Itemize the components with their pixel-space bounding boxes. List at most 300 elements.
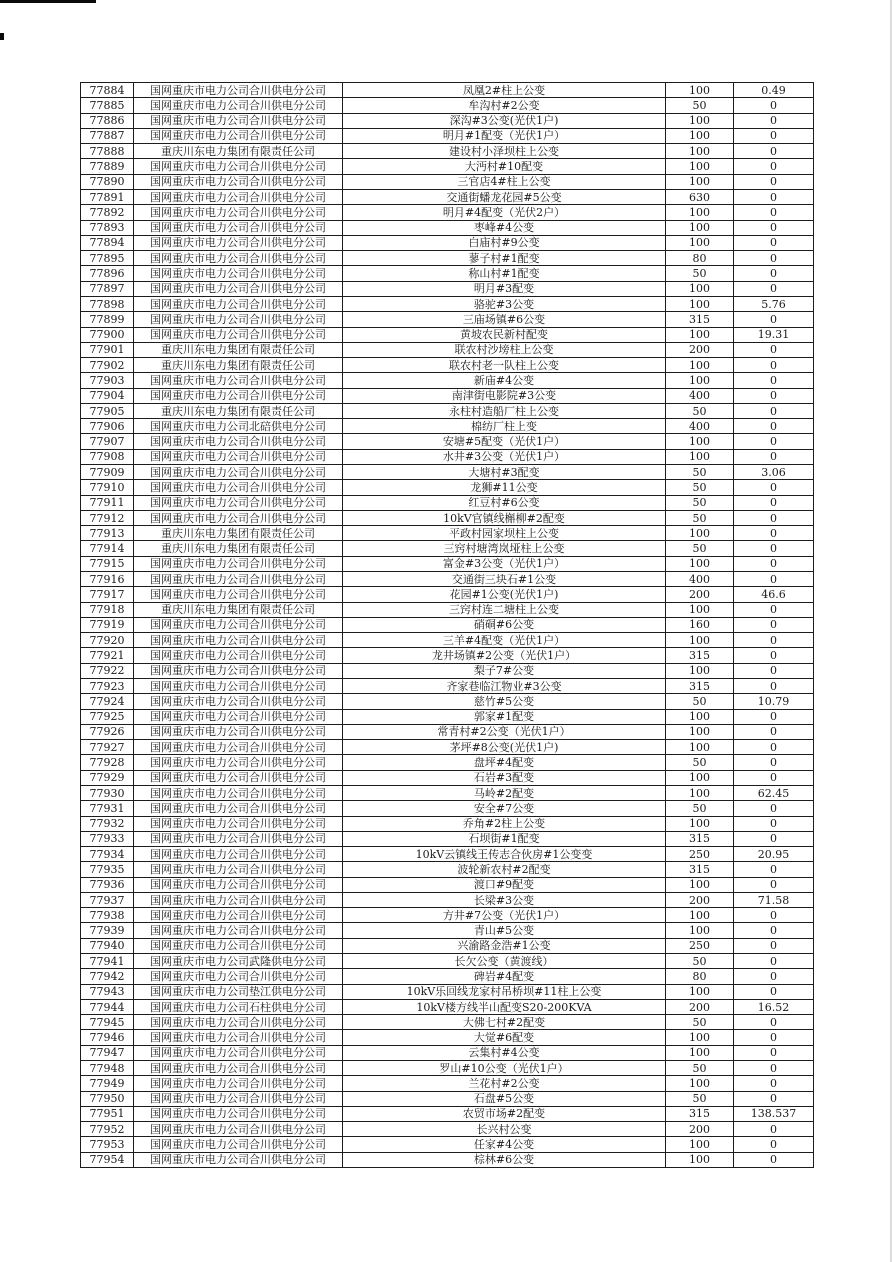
- transformer-name-cell: 石岩#3配变: [343, 770, 666, 785]
- company-cell: 国网重庆市电力公司合川供电分公司: [134, 251, 343, 266]
- value-cell: 0: [734, 342, 814, 357]
- value-cell: 0: [734, 144, 814, 159]
- value-cell: 71.58: [734, 892, 814, 907]
- company-cell: 国网重庆市电力公司合川供电分公司: [134, 633, 343, 648]
- company-cell: 国网重庆市电力公司垫江供电分公司: [134, 984, 343, 999]
- table-row: [81, 1030, 814, 1045]
- value-cell: 0: [734, 602, 814, 617]
- company-cell: 重庆川东电力集团有限责任公司: [134, 541, 343, 556]
- table-row: [81, 816, 814, 831]
- transformer-name-cell: 10kV云镇线王传志合伙房#1公变变: [343, 847, 666, 862]
- table-row: [81, 388, 814, 403]
- capacity-cell: 250: [666, 847, 734, 862]
- row-id-cell: 77950: [81, 1091, 134, 1106]
- capacity-cell: 100: [666, 526, 734, 541]
- capacity-cell: 50: [666, 801, 734, 816]
- capacity-cell: 100: [666, 877, 734, 892]
- table-row: [81, 128, 814, 143]
- table-row: [81, 572, 814, 587]
- company-cell: 重庆川东电力集团有限责任公司: [134, 358, 343, 373]
- value-cell: 0: [734, 419, 814, 434]
- row-id-cell: 77896: [81, 266, 134, 281]
- row-id-cell: 77923: [81, 678, 134, 693]
- capacity-cell: 315: [666, 648, 734, 663]
- company-cell: 国网重庆市电力公司合川供电分公司: [134, 923, 343, 938]
- capacity-cell: 50: [666, 1015, 734, 1030]
- table-row: [81, 1015, 814, 1030]
- transformer-name-cell: 棉纺厂柱上变: [343, 419, 666, 434]
- row-id-cell: 77935: [81, 862, 134, 877]
- value-cell: 0: [734, 510, 814, 525]
- capacity-cell: 100: [666, 1076, 734, 1091]
- table-row: [81, 831, 814, 846]
- row-id-cell: 77942: [81, 969, 134, 984]
- table-row: [81, 633, 814, 648]
- value-cell: 0: [734, 449, 814, 464]
- row-id-cell: 77949: [81, 1076, 134, 1091]
- row-id-cell: 77954: [81, 1152, 134, 1167]
- value-cell: 0: [734, 969, 814, 984]
- row-id-cell: 77886: [81, 113, 134, 128]
- capacity-cell: 80: [666, 969, 734, 984]
- transformer-name-cell: 农贸市场#2配变: [343, 1106, 666, 1121]
- transformer-name-cell: 安全#7公变: [343, 801, 666, 816]
- company-cell: 国网重庆市电力公司合川供电分公司: [134, 1152, 343, 1167]
- transformer-name-cell: 棕林#6公变: [343, 1152, 666, 1167]
- table-row: [81, 908, 814, 923]
- value-cell: 0: [734, 98, 814, 113]
- row-id-cell: 77941: [81, 954, 134, 969]
- table-row: [81, 480, 814, 495]
- table-row: [81, 892, 814, 907]
- capacity-cell: 100: [666, 770, 734, 785]
- company-cell: 国网重庆市电力公司合川供电分公司: [134, 1015, 343, 1030]
- company-cell: 国网重庆市电力公司合川供电分公司: [134, 877, 343, 892]
- transformer-name-cell: 方井#7公变（光伏1户）: [343, 908, 666, 923]
- company-cell: 重庆川东电力集团有限责任公司: [134, 602, 343, 617]
- capacity-cell: 250: [666, 938, 734, 953]
- value-cell: 0: [734, 633, 814, 648]
- transformer-name-cell: 青山#5公变: [343, 923, 666, 938]
- capacity-cell: 100: [666, 740, 734, 755]
- value-cell: 0: [734, 388, 814, 403]
- row-id-cell: 77906: [81, 419, 134, 434]
- value-cell: 0: [734, 663, 814, 678]
- table-row: [81, 1152, 814, 1167]
- capacity-cell: 50: [666, 465, 734, 480]
- row-id-cell: 77940: [81, 938, 134, 953]
- value-cell: 0: [734, 189, 814, 204]
- value-cell: 0: [734, 174, 814, 189]
- company-cell: 重庆川东电力集团有限责任公司: [134, 144, 343, 159]
- company-cell: 国网重庆市电力公司合川供电分公司: [134, 785, 343, 800]
- company-cell: 国网重庆市电力公司合川供电分公司: [134, 801, 343, 816]
- company-cell: 国网重庆市电力公司合川供电分公司: [134, 113, 343, 128]
- row-id-cell: 77925: [81, 709, 134, 724]
- table-row: [81, 1106, 814, 1121]
- transformer-name-cell: 大觉#6配变: [343, 1030, 666, 1045]
- company-cell: 国网重庆市电力公司合川供电分公司: [134, 969, 343, 984]
- row-id-cell: 77903: [81, 373, 134, 388]
- table-row: [81, 235, 814, 250]
- value-cell: 0: [734, 1030, 814, 1045]
- value-cell: 0: [734, 403, 814, 418]
- table-row: [81, 342, 814, 357]
- value-cell: 0: [734, 541, 814, 556]
- company-cell: 国网重庆市电力公司合川供电分公司: [134, 235, 343, 250]
- row-id-cell: 77907: [81, 434, 134, 449]
- capacity-cell: 100: [666, 1030, 734, 1045]
- row-id-cell: 77897: [81, 281, 134, 296]
- value-cell: 0: [734, 984, 814, 999]
- transformer-name-cell: 明月#1配变（光伏1户）: [343, 128, 666, 143]
- value-cell: 0: [734, 862, 814, 877]
- table-row: [81, 847, 814, 862]
- company-cell: 国网重庆市电力公司合川供电分公司: [134, 83, 343, 98]
- company-cell: 国网重庆市电力公司合川供电分公司: [134, 1061, 343, 1076]
- company-cell: 国网重庆市电力公司合川供电分公司: [134, 892, 343, 907]
- value-cell: 0: [734, 235, 814, 250]
- company-cell: 国网重庆市电力公司合川供电分公司: [134, 724, 343, 739]
- table-row: [81, 1061, 814, 1076]
- value-cell: 10.79: [734, 694, 814, 709]
- value-cell: 0: [734, 908, 814, 923]
- row-id-cell: 77891: [81, 189, 134, 204]
- capacity-cell: 400: [666, 419, 734, 434]
- company-cell: 国网重庆市电力公司合川供电分公司: [134, 1045, 343, 1060]
- capacity-cell: 100: [666, 83, 734, 98]
- transformer-name-cell: 长欠公变（黄渡线）: [343, 954, 666, 969]
- table-row: [81, 877, 814, 892]
- transformer-name-cell: 新庙#4公变: [343, 373, 666, 388]
- capacity-cell: 100: [666, 434, 734, 449]
- capacity-cell: 630: [666, 189, 734, 204]
- row-id-cell: 77901: [81, 342, 134, 357]
- row-id-cell: 77914: [81, 541, 134, 556]
- capacity-cell: 50: [666, 510, 734, 525]
- company-cell: 国网重庆市电力公司合川供电分公司: [134, 663, 343, 678]
- table-row: [81, 434, 814, 449]
- transformer-name-cell: 龙狮#11公变: [343, 480, 666, 495]
- value-cell: 0: [734, 495, 814, 510]
- company-cell: 国网重庆市电力公司武隆供电分公司: [134, 954, 343, 969]
- row-id-cell: 77953: [81, 1137, 134, 1152]
- company-cell: 国网重庆市电力公司合川供电分公司: [134, 816, 343, 831]
- capacity-cell: 400: [666, 572, 734, 587]
- capacity-cell: 200: [666, 342, 734, 357]
- row-id-cell: 77887: [81, 128, 134, 143]
- company-cell: 国网重庆市电力公司合川供电分公司: [134, 587, 343, 602]
- table-row: [81, 1076, 814, 1091]
- row-id-cell: 77946: [81, 1030, 134, 1045]
- company-cell: 国网重庆市电力公司合川供电分公司: [134, 220, 343, 235]
- transformer-name-cell: 水井#3公变（光伏1户）: [343, 449, 666, 464]
- transformer-name-cell: 明月#4配变（光伏2户）: [343, 205, 666, 220]
- transformer-name-cell: 交通街三块石#1公变: [343, 572, 666, 587]
- table-row: [81, 602, 814, 617]
- row-id-cell: 77937: [81, 892, 134, 907]
- capacity-cell: 50: [666, 266, 734, 281]
- capacity-cell: 400: [666, 388, 734, 403]
- value-cell: 0: [734, 923, 814, 938]
- value-cell: 0: [734, 1045, 814, 1060]
- transformer-name-cell: 建设村小泽坝柱上公变: [343, 144, 666, 159]
- capacity-cell: 100: [666, 113, 734, 128]
- transformer-name-cell: 交通街蟠龙花园#5公变: [343, 189, 666, 204]
- transformer-name-cell: 慈竹#5公变: [343, 694, 666, 709]
- row-id-cell: 77932: [81, 816, 134, 831]
- row-id-cell: 77912: [81, 510, 134, 525]
- capacity-cell: 100: [666, 724, 734, 739]
- capacity-cell: 100: [666, 984, 734, 999]
- table-row: [81, 755, 814, 770]
- transformer-name-cell: 南津街电影院#3公变: [343, 388, 666, 403]
- value-cell: 138.537: [734, 1106, 814, 1121]
- row-id-cell: 77948: [81, 1061, 134, 1076]
- row-id-cell: 77930: [81, 785, 134, 800]
- table-row: [81, 327, 814, 342]
- value-cell: 0: [734, 1015, 814, 1030]
- value-cell: 0: [734, 526, 814, 541]
- company-cell: 国网重庆市电力公司合川供电分公司: [134, 1122, 343, 1137]
- capacity-cell: 100: [666, 1137, 734, 1152]
- capacity-cell: 200: [666, 587, 734, 602]
- capacity-cell: 200: [666, 892, 734, 907]
- capacity-cell: 100: [666, 373, 734, 388]
- table-row: [81, 648, 814, 663]
- row-id-cell: 77920: [81, 633, 134, 648]
- table-row: [81, 785, 814, 800]
- table-row: [81, 923, 814, 938]
- transformer-name-cell: 永柱村造船厂柱上公变: [343, 403, 666, 418]
- row-id-cell: 77890: [81, 174, 134, 189]
- table-row: [81, 312, 814, 327]
- capacity-cell: 50: [666, 694, 734, 709]
- company-cell: 国网重庆市电力公司北碚供电分公司: [134, 419, 343, 434]
- row-id-cell: 77895: [81, 251, 134, 266]
- capacity-cell: 100: [666, 663, 734, 678]
- value-cell: 0: [734, 740, 814, 755]
- row-id-cell: 77908: [81, 449, 134, 464]
- value-cell: 46.6: [734, 587, 814, 602]
- table-row: [81, 296, 814, 311]
- value-cell: 0: [734, 648, 814, 663]
- company-cell: 国网重庆市电力公司合川供电分公司: [134, 465, 343, 480]
- capacity-cell: 100: [666, 174, 734, 189]
- row-id-cell: 77904: [81, 388, 134, 403]
- table-row: [81, 144, 814, 159]
- company-cell: 国网重庆市电力公司合川供电分公司: [134, 128, 343, 143]
- transformer-name-cell: 马岭#2配变: [343, 785, 666, 800]
- transformer-name-cell: 大塘村#3配变: [343, 465, 666, 480]
- row-id-cell: 77913: [81, 526, 134, 541]
- company-cell: 国网重庆市电力公司合川供电分公司: [134, 648, 343, 663]
- scan-artifact-top-bar: [0, 0, 96, 3]
- company-cell: 国网重庆市电力公司合川供电分公司: [134, 755, 343, 770]
- row-id-cell: 77931: [81, 801, 134, 816]
- transformer-table-body: [81, 83, 814, 1168]
- value-cell: 62.45: [734, 785, 814, 800]
- company-cell: 国网重庆市电力公司合川供电分公司: [134, 327, 343, 342]
- row-id-cell: 77934: [81, 847, 134, 862]
- transformer-name-cell: 称山村#1配变: [343, 266, 666, 281]
- company-cell: 国网重庆市电力公司合川供电分公司: [134, 678, 343, 693]
- company-cell: 国网重庆市电力公司合川供电分公司: [134, 189, 343, 204]
- row-id-cell: 77899: [81, 312, 134, 327]
- table-row: [81, 358, 814, 373]
- capacity-cell: 50: [666, 954, 734, 969]
- value-cell: 0: [734, 205, 814, 220]
- capacity-cell: 100: [666, 159, 734, 174]
- row-id-cell: 77933: [81, 831, 134, 846]
- value-cell: 0: [734, 128, 814, 143]
- row-id-cell: 77947: [81, 1045, 134, 1060]
- row-id-cell: 77939: [81, 923, 134, 938]
- transformer-name-cell: 渡口#9配变: [343, 877, 666, 892]
- value-cell: 5.76: [734, 296, 814, 311]
- table-row: [81, 724, 814, 739]
- transformer-name-cell: 长梁#3公变: [343, 892, 666, 907]
- transformer-name-cell: 大沔村#10配变: [343, 159, 666, 174]
- row-id-cell: 77928: [81, 755, 134, 770]
- transformer-name-cell: 红豆村#6公变: [343, 495, 666, 510]
- table-row: [81, 954, 814, 969]
- transformer-name-cell: 罗山#10公变（光伏1户）: [343, 1061, 666, 1076]
- value-cell: 0: [734, 938, 814, 953]
- row-id-cell: 77951: [81, 1106, 134, 1121]
- value-cell: 0: [734, 556, 814, 571]
- capacity-cell: 315: [666, 831, 734, 846]
- company-cell: 国网重庆市电力公司合川供电分公司: [134, 1137, 343, 1152]
- row-id-cell: 77915: [81, 556, 134, 571]
- value-cell: 0: [734, 678, 814, 693]
- table-row: [81, 419, 814, 434]
- capacity-cell: 100: [666, 144, 734, 159]
- capacity-cell: 100: [666, 908, 734, 923]
- scan-artifact-left-blob: [0, 33, 4, 40]
- transformer-name-cell: 郭家#1配变: [343, 709, 666, 724]
- transformer-name-cell: 凤凰2#柱上公变: [343, 83, 666, 98]
- capacity-cell: 100: [666, 602, 734, 617]
- table-row: [81, 83, 814, 98]
- transformer-name-cell: 石坝街#1配变: [343, 831, 666, 846]
- value-cell: 0: [734, 724, 814, 739]
- transformer-table: [80, 82, 814, 1168]
- company-cell: 国网重庆市电力公司合川供电分公司: [134, 159, 343, 174]
- transformer-name-cell: 云集村#4公变: [343, 1045, 666, 1060]
- row-id-cell: 77898: [81, 296, 134, 311]
- capacity-cell: 100: [666, 633, 734, 648]
- table-row: [81, 1045, 814, 1060]
- transformer-name-cell: 波轮新农村#2配变: [343, 862, 666, 877]
- capacity-cell: 50: [666, 1061, 734, 1076]
- company-cell: 国网重庆市电力公司合川供电分公司: [134, 495, 343, 510]
- table-row: [81, 617, 814, 632]
- transformer-name-cell: 白庙村#9公变: [343, 235, 666, 250]
- transformer-name-cell: 10kV楼方线半山配变S20-200KVA: [343, 999, 666, 1014]
- transformer-name-cell: 黄坡农民新村配变: [343, 327, 666, 342]
- capacity-cell: 200: [666, 999, 734, 1014]
- table-row: [81, 220, 814, 235]
- capacity-cell: 200: [666, 1122, 734, 1137]
- value-cell: 0: [734, 816, 814, 831]
- company-cell: 国网重庆市电力公司合川供电分公司: [134, 556, 343, 571]
- table-row: [81, 403, 814, 418]
- table-row: [81, 678, 814, 693]
- transformer-name-cell: 长兴村公变: [343, 1122, 666, 1137]
- value-cell: 0: [734, 266, 814, 281]
- transformer-name-cell: 石盘#5公变: [343, 1091, 666, 1106]
- value-cell: 0: [734, 480, 814, 495]
- company-cell: 国网重庆市电力公司合川供电分公司: [134, 480, 343, 495]
- transformer-name-cell: 任家#4公变: [343, 1137, 666, 1152]
- capacity-cell: 315: [666, 862, 734, 877]
- transformer-name-cell: 盘坪#4配变: [343, 755, 666, 770]
- company-cell: 国网重庆市电力公司石柱供电分公司: [134, 999, 343, 1014]
- capacity-cell: 50: [666, 403, 734, 418]
- row-id-cell: 77910: [81, 480, 134, 495]
- row-id-cell: 77888: [81, 144, 134, 159]
- company-cell: 国网重庆市电力公司合川供电分公司: [134, 770, 343, 785]
- table-row: [81, 694, 814, 709]
- row-id-cell: 77952: [81, 1122, 134, 1137]
- row-id-cell: 77917: [81, 587, 134, 602]
- row-id-cell: 77919: [81, 617, 134, 632]
- table-row: [81, 465, 814, 480]
- company-cell: 国网重庆市电力公司合川供电分公司: [134, 1076, 343, 1091]
- table-row: [81, 449, 814, 464]
- transformer-name-cell: 常青村#2公变（光伏1户）: [343, 724, 666, 739]
- transformer-name-cell: 乔角#2柱上公变: [343, 816, 666, 831]
- transformer-name-cell: 三窍村连二塘柱上公变: [343, 602, 666, 617]
- row-id-cell: 77918: [81, 602, 134, 617]
- transformer-name-cell: 三官店4#柱上公变: [343, 174, 666, 189]
- value-cell: 0: [734, 770, 814, 785]
- capacity-cell: 100: [666, 205, 734, 220]
- table-row: [81, 281, 814, 296]
- transformer-name-cell: 碑岩#4配变: [343, 969, 666, 984]
- value-cell: 3.06: [734, 465, 814, 480]
- capacity-cell: 315: [666, 312, 734, 327]
- company-cell: 国网重庆市电力公司合川供电分公司: [134, 572, 343, 587]
- row-id-cell: 77900: [81, 327, 134, 342]
- transformer-name-cell: 齐家巷临江物业#3公变: [343, 678, 666, 693]
- capacity-cell: 50: [666, 755, 734, 770]
- value-cell: 0: [734, 281, 814, 296]
- row-id-cell: 77924: [81, 694, 134, 709]
- capacity-cell: 100: [666, 128, 734, 143]
- capacity-cell: 100: [666, 327, 734, 342]
- capacity-cell: 80: [666, 251, 734, 266]
- table-row: [81, 862, 814, 877]
- table-row: [81, 984, 814, 999]
- transformer-name-cell: 梨子7#公变: [343, 663, 666, 678]
- transformer-name-cell: 茅坪#8公变(光伏1户): [343, 740, 666, 755]
- transformer-name-cell: 平政村园家坝柱上公变: [343, 526, 666, 541]
- transformer-name-cell: 兰花村#2公变: [343, 1076, 666, 1091]
- transformer-name-cell: 明月#3配变: [343, 281, 666, 296]
- company-cell: 重庆川东电力集团有限责任公司: [134, 403, 343, 418]
- company-cell: 国网重庆市电力公司合川供电分公司: [134, 1091, 343, 1106]
- value-cell: 0: [734, 358, 814, 373]
- transformer-name-cell: 三庙场镇#6公变: [343, 312, 666, 327]
- capacity-cell: 100: [666, 220, 734, 235]
- row-id-cell: 77905: [81, 403, 134, 418]
- capacity-cell: 50: [666, 480, 734, 495]
- row-id-cell: 77911: [81, 495, 134, 510]
- value-cell: 0: [734, 572, 814, 587]
- capacity-cell: 100: [666, 235, 734, 250]
